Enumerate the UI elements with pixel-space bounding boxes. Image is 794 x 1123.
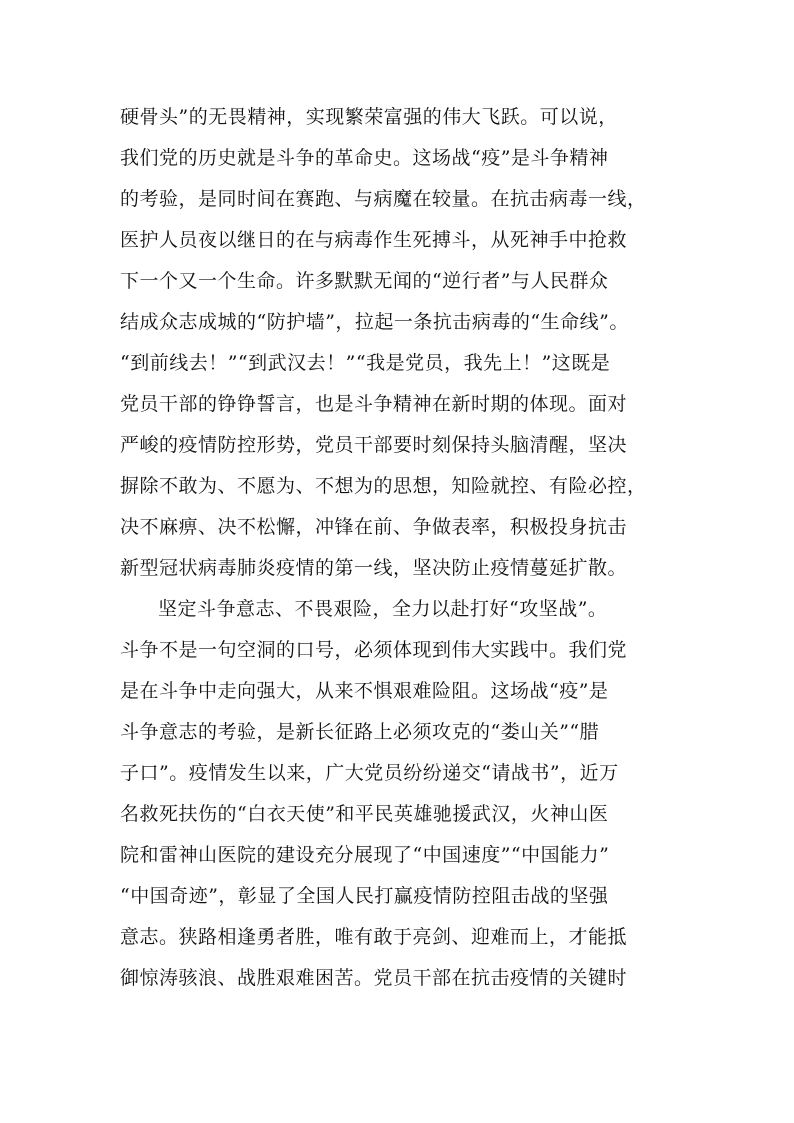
text-line: 是在斗争中走向强大，从来不惧艰难险阻。这场战“疫”是 [120, 680, 609, 702]
text-line: 严峻的疫情防控形势，党员干部要时刻保持头脑清醒，坚决 [120, 434, 628, 456]
text-line: 名救死扶伤的“白衣天使”和平民英雄驰援武汉，火神山医 [120, 803, 609, 825]
text-line: 我们党的历史就是斗争的革命史。这场战“疫”是斗争精神 [120, 147, 609, 169]
text-line: 院和雷神山医院的建设充分展现了“中国速度”“中国能力” [120, 844, 610, 866]
text-line: 的考验，是同时间在赛跑、与病魔在较量。在抗击病毒一线， [120, 188, 647, 210]
text-line: “到前线去！”“到武汉去！”“我是党员，我先上！”这既是 [120, 352, 611, 374]
text-line: 硬骨头”的无畏精神，实现繁荣富强的伟大飞跃。可以说， [120, 106, 618, 128]
text-line: 决不麻痹、决不松懈，冲锋在前、争做表率，积极投身抗击 [120, 516, 628, 538]
text-line: 子口”。疫情发生以来，广大党员纷纷递交“请战书”，近万 [120, 762, 619, 784]
text-line: 摒除不敢为、不愿为、不想为的思想，知险就控、有险必控， [120, 475, 647, 497]
text-line: 党员干部的铮铮誓言，也是斗争精神在新时期的体现。面对 [120, 393, 628, 415]
text-line: “中国奇迹”，彰显了全国人民打赢疫情防控阻击战的坚强 [120, 885, 609, 907]
text-line: 医护人员夜以继日的在与病毒作生死搏斗，从死神手中抢救 [120, 229, 628, 251]
text-line: 御惊涛骇浪、战胜艰难困苦。党员干部在抗击疫情的关键时 [120, 967, 628, 989]
text-line: 新型冠状病毒肺炎疫情的第一线，坚决防止疫情蔓延扩散。 [120, 557, 628, 579]
text-line: 下一个又一个生命。许多默默无闻的“逆行者”与人民群众 [120, 270, 609, 292]
text-line: 斗争不是一句空洞的口号，必须体现到伟大实践中。我们党 [120, 639, 628, 661]
text-line: 斗争意志的考验，是新长征路上必须攻克的“娄山关”“腊 [120, 721, 600, 743]
text-line: 意志。狭路相逢勇者胜，唯有敢于亮剑、迎难而上，才能抵 [120, 926, 628, 948]
paragraph-first-line: 坚定斗争意志、不畏艰险，全力以赴打好“攻坚战”。 [158, 598, 608, 620]
text-line: 结成众志成城的“防护墙”，拉起一条抗击病毒的“生命线”。 [120, 311, 629, 333]
